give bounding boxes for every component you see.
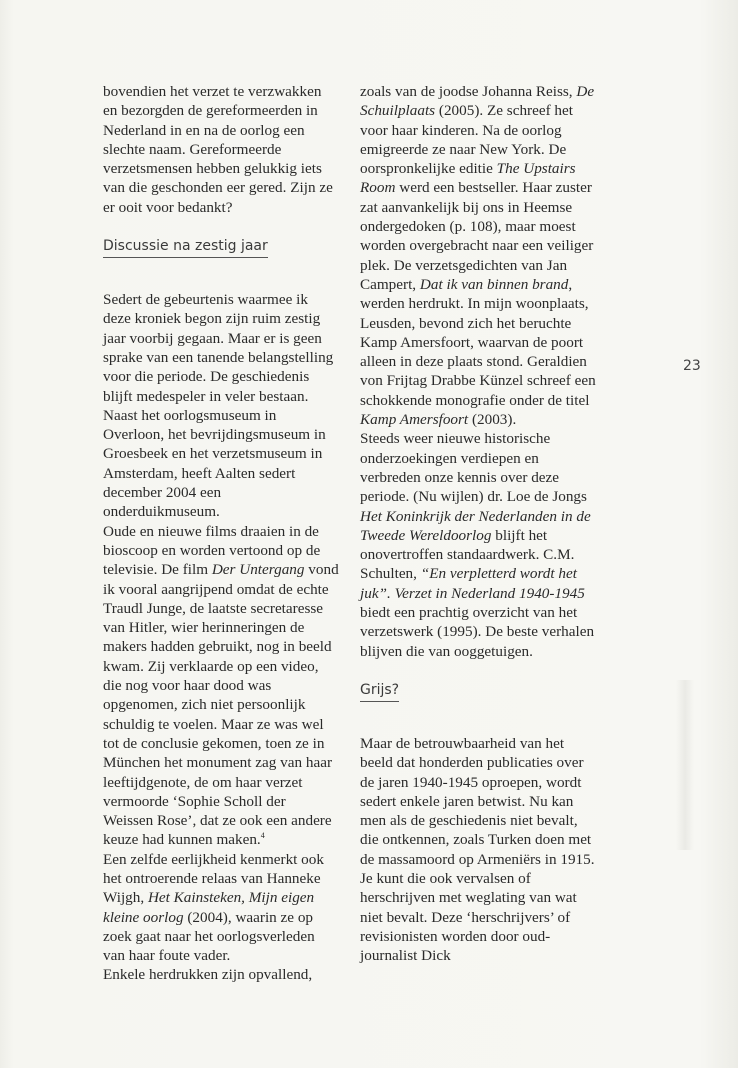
text-run: Een zelfde eerlijkheid kenmerkt ook het ontroerende relaas van Hanneke Wijgh, [103,850,324,907]
page-edge-shadow [676,680,694,850]
book-title: The Upstairs Room [360,160,576,197]
left-paragraph-5: Enkele herdrukken zijn opvallend, [103,966,313,984]
left-paragraph-3 [103,522,339,850]
text-run: vond ik vooral aangrijpend omdat de echte Traudl Junge, de laatste secretaresse van Hitler, wier herinneringen de makers hadden gebruikt, nog in beeld kwam. Zij verklaarde op een video, die nog voor haar dood was opgenomen, zich niet persoonlijk schuldig te voelen. Maar ze was wel tot de conclusie gekomen, toen ze in München het monument zag van haar leeftijdgenote, de om haar verzet vermoorde ‘Sophie Scholl der Weissen Rose’, dat ze ook een andere keuze had kunnen maken. [103,561,339,849]
section-heading-grijs [360,680,596,702]
section-heading-text: Grijs? [360,681,399,702]
left-column [103,82,339,985]
text-run: (2003). [468,411,517,429]
text-run: blijft het onovertroffen standaardwerk. C.M. Schulten, [360,526,575,583]
right-paragraph-1 [360,82,596,429]
text-run: biedt een prachtig overzicht van het verzetswerk (1995). De beste verhalen blijven die van ooggetuigen. [360,604,595,660]
left-paragraph-4 [103,850,339,966]
film-title: Der Untergang [211,561,305,579]
section-heading-discussie [103,236,339,258]
text-run: , werden herdrukt. In mijn woonplaats, Leusden, bevond zich het beruchte Kamp Amersfoort, waarvan de poort alleen in deze plaats stond. Geraldien von Frijtag Drabbe Künzel schreef een schokkende monografie onder de titel [360,275,596,409]
book-title: “En verpletterd wordt het juk”. Verzet in Nederland 1940-1945 [360,565,585,602]
footnote-marker[interactable]: 4 [260,831,265,841]
left-paragraph-2: Sedert de gebeurtenis waarmee ik deze kroniek begon zijn ruim zestig jaar voorbij gegaan. Maar er is geen sprake van een tanende belangstelling voor die periode. De geschiedenis blijft medespeler in veler bestaan. Naast het oorlogsmuseum in Overloon, het bevrijdingsmuseum in Groesbeek en het verzetsmuseum in Amsterdam, heeft Aalten sedert december 2004 een onderduikmuseum. [103,291,334,521]
section-heading-text: Discussie na zestig jaar [103,237,268,258]
text-run: (2005). Ze schreef het voor haar kinderen. Na de oorlog emigreerde ze naar New York. De oorspronkelijke editie [360,102,573,178]
right-paragraph-2 [360,429,596,661]
text-run: (2004), waarin ze op zoek gaat naar het oorlogsverleden van haar foute vader. [103,908,315,965]
book-title: Kamp Amersfoort [360,411,469,429]
text-run: Oude en nieuwe films draaien in de bioscoop en worden vertoond op de televisie. De film [103,522,321,579]
text-run: werd een bestseller. Haar zuster zat aanvankelijk bij ons in Heemse ondergedoken (p. 108), maar moest worden overgebracht naar een veiliger plek. De verzetsgedichten van Jan Campert, [360,179,594,293]
book-title: De Schuilplaats [360,83,595,120]
book-title: Dat ik van binnen brand [419,275,569,293]
right-column [360,82,596,965]
book-title: Het Koninkrijk der Nederlanden in de Tweede Wereldoorlog [360,507,591,544]
page-number: 23 [683,358,701,374]
text-run: Steeds weer nieuwe historische onderzoekingen verdiepen en verbreden onze kennis over deze periode. (Nu wijlen) dr. Loe de Jongs [360,430,587,506]
right-paragraph-3: Maar de betrouwbaarheid van het beeld dat honderden publicaties over de jaren 1940-1945 oproepen, wordt sedert enkele jaren betwist. Nu kan men als de geschiedenis niet bevalt, die ontkennen, zoals Turken doen met de massamoord op Armeniërs in 1915. Je kunt die ook vervalsen of herschrijven met weglating van wat niet bevalt. Deze ‘herschrijvers’ of revisionisten worden door oud-journalist Dick [360,734,595,965]
book-title: Het Kainsteken, Mijn eigen kleine oorlog [103,889,315,926]
text-run: zoals van de joodse Johanna Reiss, [360,83,577,100]
left-paragraph-1: bovendien het verzet te verzwakken en bezorgden de gereformeerden in Nederland in en na de oorlog een slechte naam. Gereformeerde verzetsmensen hebben gelukkig iets van die geschonden eer gered. Zijn ze er ooit voor bedankt? [103,83,333,216]
